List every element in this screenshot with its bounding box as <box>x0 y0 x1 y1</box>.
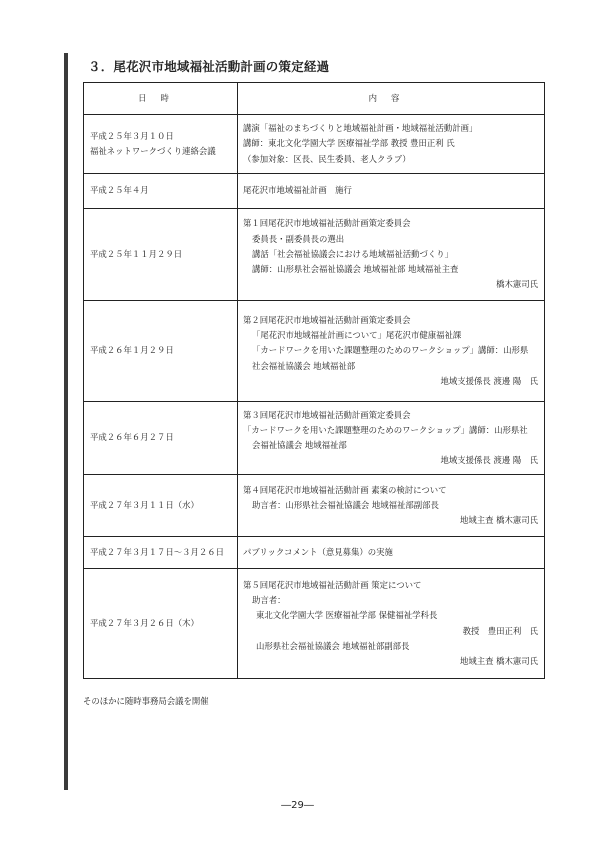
date-cell <box>84 569 238 679</box>
content-line: 会福祉協議会 地域福祉部 <box>252 440 347 450</box>
content-line: 講演「福祉のまちづくりと地域福祉計画・地域福祉活動計画」 <box>243 123 478 134</box>
table-row <box>84 569 545 679</box>
content-line: 「尾花沢市地域福祉計画について」尾花沢市健康福祉課 <box>252 330 462 341</box>
sidebar-bar <box>64 53 68 790</box>
date-subtext: 福祉ネットワークづくり連絡会議 <box>90 146 216 156</box>
date-cell <box>84 475 238 537</box>
date-text: 平成２７年３月１７日～３月２６日 <box>90 546 224 557</box>
table-row <box>84 402 545 475</box>
content-line: 助言者： <box>252 595 286 606</box>
date-cell <box>84 115 238 174</box>
content-line: 講話「社会福祉協議会における地域福祉活動づくり」 <box>252 248 453 259</box>
content-line-right: 地域主査 橋木憲司氏 <box>459 655 538 666</box>
content-line: パブリックコメント（意見募集）の実施 <box>243 546 393 557</box>
content-line: 第２回尾花沢市地域福祉活動計画策定委員会 <box>243 314 411 325</box>
header-date: 日時 <box>84 83 238 115</box>
content-line: 第１回尾花沢市地域福祉活動計画策定委員会 <box>243 218 411 229</box>
date-cell <box>84 174 238 209</box>
table-row <box>84 209 545 301</box>
content-line: 山形県社会福祉協議会 地域福祉部副部長 <box>256 640 410 651</box>
date-text: 平成２６年６月２７日 <box>90 432 174 443</box>
content-line: 社会福祉協議会 地域福祉部 <box>252 360 356 371</box>
date-text: 平成２５年１１月２９日 <box>90 248 183 259</box>
table-header-row <box>84 83 545 115</box>
content-line: 委員長・副委員長の選出 <box>252 233 345 244</box>
content-line: 「カードワークを用いた課題整理のためのワークショップ」講師：山形県 <box>252 345 529 356</box>
content-cell <box>238 569 545 679</box>
content-cell <box>238 301 545 402</box>
content-line: 助言者：山形県社会福祉協議会 地域福祉部副部長 <box>252 499 439 510</box>
content-line: （参加対象：区長、民生委員、老人クラブ） <box>243 153 411 164</box>
content-cell <box>238 174 545 209</box>
table-row <box>84 301 545 402</box>
date-text: 平成２６年１月２９日 <box>90 345 174 356</box>
content-cell <box>238 115 545 174</box>
section-title: ３．尾花沢市地域福祉活動計画の策定経過 <box>88 59 330 74</box>
content-line: 第４回尾花沢市地域福祉活動計画 素案の検討について <box>243 484 447 495</box>
table-row <box>84 537 545 569</box>
content-line: 第３回尾花沢市地域福祉活動計画策定委員会 <box>243 409 411 420</box>
content-line: 講師：山形県社会福祉協議会 地域福祉部 地域福祉主査 <box>252 264 459 275</box>
content-line-right: 地域支援係長 渡邊 陽 氏 <box>440 375 538 386</box>
content-line: 尾花沢市地域福祉計画 施行 <box>243 185 352 196</box>
schedule-table <box>83 82 545 679</box>
date-cell <box>84 209 238 301</box>
content-line-right: 地域主査 橋木憲司氏 <box>459 515 538 526</box>
table-row <box>84 174 545 209</box>
content-cell <box>238 402 545 475</box>
content-line: 講師：東北文化学園大学 医療福祉学部 教授 豊田正利 氏 <box>243 138 455 149</box>
content-cell <box>238 537 545 569</box>
content-line: 「カードワークを用いた課題整理のためのワークショップ」講師：山形県社 <box>243 424 528 435</box>
content-line-right: 橋木憲司氏 <box>496 279 538 290</box>
footnote: そのほかに随時事務局会議を開催 <box>83 696 209 706</box>
content-cell <box>238 209 545 301</box>
date-text: 平成２７年３月２６日（木） <box>90 617 199 628</box>
date-cell <box>84 537 238 569</box>
date-cell <box>84 402 238 475</box>
date-cell <box>84 301 238 402</box>
date-text: 平成２７年３月１１日（水） <box>90 499 199 510</box>
content-line-right: 教授 豊田正利 氏 <box>462 625 538 636</box>
date-text: 平成２５年３月１０日 <box>90 130 174 141</box>
content-line: 東北文化学園大学 医療福祉学部 保健福祉学科長 <box>256 610 438 621</box>
table-row <box>84 475 545 537</box>
content-cell <box>238 475 545 537</box>
content-line-right: 地域支援係長 渡邊 陽 氏 <box>440 455 538 466</box>
page-number: ―29― <box>281 800 314 811</box>
header-content: 内容 <box>238 83 545 115</box>
content-line: 第５回尾花沢市地域福祉活動計画 策定について <box>243 579 422 590</box>
date-text: 平成２５年４月 <box>90 185 149 196</box>
table-row <box>84 115 545 174</box>
